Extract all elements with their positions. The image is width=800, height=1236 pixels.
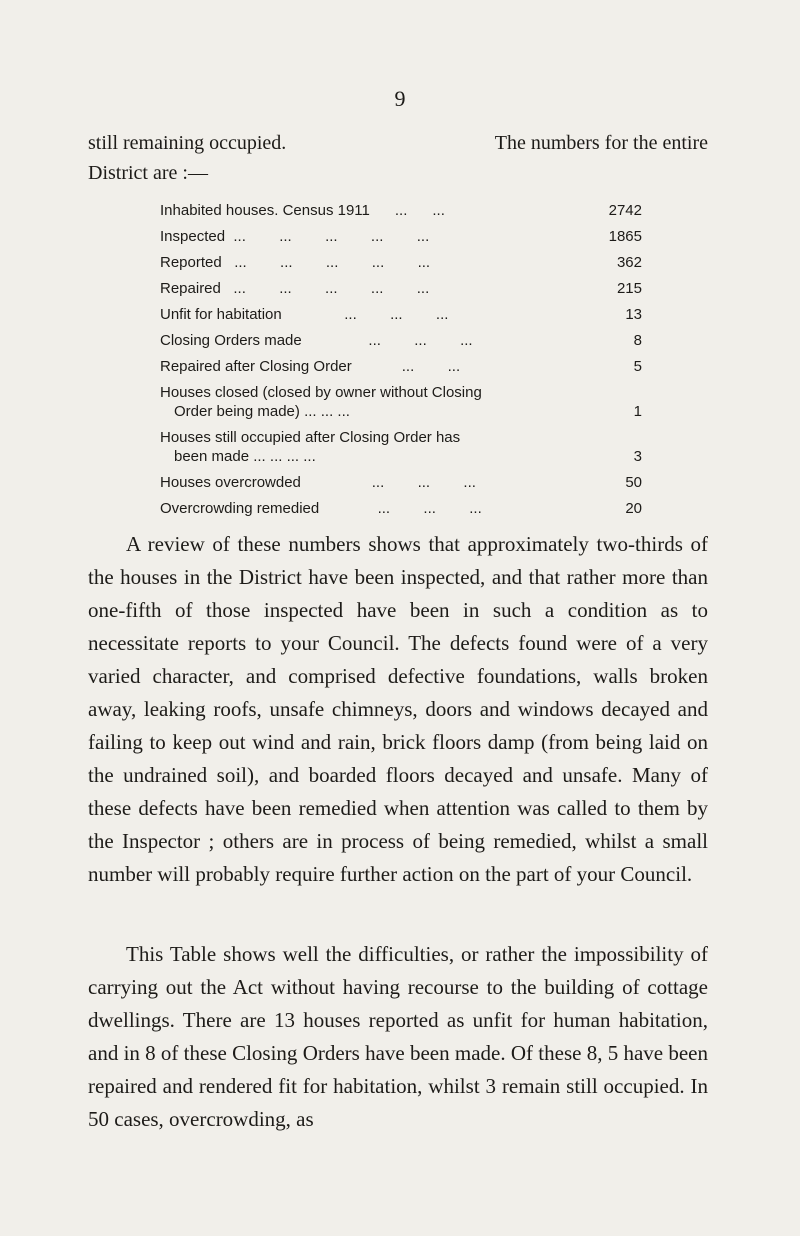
table-row bbox=[160, 279, 642, 298]
row-value: 362 bbox=[616, 254, 642, 271]
row-label: Repaired ... ... ... ... ... bbox=[160, 280, 430, 297]
intro-line-2: District are :— bbox=[88, 162, 208, 184]
intro-text bbox=[88, 128, 708, 188]
table-row bbox=[160, 473, 642, 492]
intro-line-1-left: still remaining occupied. bbox=[88, 132, 287, 154]
row-label-line-1: Houses still occupied after Closing Order has bbox=[160, 429, 461, 446]
row-label-line-2: Order being made) ... ... ... bbox=[174, 403, 350, 420]
row-label: Houses overcrowded ... ... ... bbox=[160, 474, 476, 491]
row-value: 215 bbox=[616, 280, 642, 297]
table-row bbox=[160, 227, 642, 246]
row-label: Repaired after Closing Order ... ... bbox=[160, 358, 461, 375]
table-row bbox=[160, 253, 642, 272]
row-label: Inhabited houses. Census 1911 ... ... bbox=[160, 202, 445, 219]
table-row bbox=[160, 305, 642, 324]
row-label: Inspected ... ... ... ... ... bbox=[160, 228, 430, 245]
page-number: 9 bbox=[394, 86, 406, 111]
row-value: 1 bbox=[633, 403, 642, 420]
row-label bbox=[160, 383, 598, 421]
intro-line-1-right: The numbers for the entire bbox=[494, 132, 708, 154]
row-value: 13 bbox=[625, 306, 642, 323]
row-label: Unfit for habitation ... ... ... bbox=[160, 306, 449, 323]
paragraph-table-difficulties: This Table shows well the difficulties, or rather the impossibility of carrying out the Act without having recourse to the building of cottage dwellings. There are 13 houses reported as unfit for human habitation, and in 8 of these Closing Orders have been made. Of these 8, 5 have been repaired and rendered fit for habitation, whilst 3 remain still occupied. In 50 cases, overcrowding, as bbox=[88, 942, 708, 1131]
table-row bbox=[160, 201, 642, 220]
row-label bbox=[160, 428, 598, 466]
row-value: 5 bbox=[633, 358, 642, 375]
table-row bbox=[160, 357, 642, 376]
row-label-line-1: Houses closed (closed by owner without Closing bbox=[160, 384, 482, 401]
row-label-line-2: been made ... ... ... ... bbox=[174, 448, 316, 465]
row-value: 2742 bbox=[608, 202, 642, 219]
row-label: Reported ... ... ... ... ... bbox=[160, 254, 431, 271]
row-value: 1865 bbox=[608, 228, 642, 245]
row-label: Overcrowding remedied ... ... ... bbox=[160, 500, 482, 517]
row-value: 8 bbox=[633, 332, 642, 349]
intro-line-1 bbox=[88, 128, 708, 158]
row-value: 50 bbox=[625, 474, 642, 491]
table-row bbox=[160, 428, 642, 466]
paragraph-review: A review of these numbers shows that approximately two-thirds of the houses in the District have been inspected, and that rather more than one-fifth of those inspected have been in such a condition as to necessitate reports to your Council. The defects found were of a very varied character, and comprised defective foundations, walls broken away, leaking roofs, unsafe chimneys, doors and windows decayed and failing to keep out wind and rain, brick floors damp (from being laid on the undrained soil), and boarded floors decayed and unsafe. Many of these defects have been remedied when attention was called to them by the Inspector ; others are in process of being remedied, whilst a small number will probably require further action on the part of your Council. bbox=[88, 532, 708, 886]
row-label: Closing Orders made ... ... ... bbox=[160, 332, 473, 349]
table-row bbox=[160, 383, 642, 421]
row-value: 3 bbox=[633, 448, 642, 465]
table-row bbox=[160, 331, 642, 350]
row-value: 20 bbox=[625, 500, 642, 517]
table-row bbox=[160, 499, 642, 518]
statistics-table bbox=[160, 201, 642, 525]
